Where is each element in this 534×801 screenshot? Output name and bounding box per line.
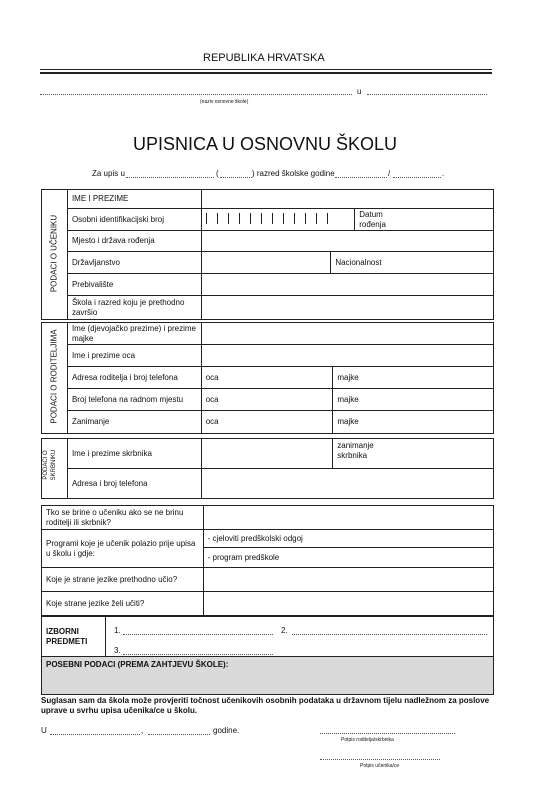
parents-address-label: Adresa roditelja i broj telefona <box>67 367 201 389</box>
guardian-name-label: Ime i prezime skrbnika <box>67 439 201 469</box>
electives-label: IZBORNI PREDMETI <box>42 617 106 657</box>
enroll-grade-open: ( <box>216 169 219 178</box>
elective-2-number: 2. <box>281 626 288 635</box>
lang-want-label: Koje strane jezike želi učiti? <box>42 592 204 616</box>
address-father-field[interactable]: oca <box>201 367 333 389</box>
special-data-label: POSEBNI PODACI (PREMA ZAHTJEVU ŠKOLE): <box>46 660 229 669</box>
occupation-label: Zanimanje <box>67 411 201 434</box>
student-residence-label: Prebivalište <box>67 274 201 296</box>
father-name-label: Ime i prezime oca <box>67 345 201 367</box>
guardian-occupation-cell[interactable] <box>333 439 494 469</box>
enroll-prefix: Za upis u <box>92 169 125 178</box>
guardian-name-field[interactable] <box>201 439 333 469</box>
lang-want-field[interactable] <box>203 592 493 616</box>
footer-place-line[interactable] <box>50 734 140 735</box>
elective-2-line[interactable] <box>292 634 487 635</box>
footer-comma: , <box>141 726 144 735</box>
lang-prev-field[interactable] <box>203 568 493 592</box>
guardian-side-label-2: SKRBNIKU <box>51 449 57 481</box>
student-citizenship-field[interactable] <box>201 252 331 274</box>
student-oib-field[interactable] <box>201 209 355 231</box>
enroll-school-line[interactable] <box>126 177 214 178</box>
school-name-caption: (naziv osnovne škole) <box>200 99 249 105</box>
work-phone-father-field[interactable]: oca <box>201 389 333 411</box>
student-oib-label: Osobni identifikacijski broj <box>67 209 201 231</box>
student-nationality-label: Nacionalnost <box>335 257 382 267</box>
enroll-end: . <box>442 169 445 178</box>
occupation-mother-field[interactable]: majke <box>333 411 494 434</box>
work-phone-mother-field[interactable]: majke <box>333 389 494 411</box>
mother-name-label: Ime (djevojačko prezime) i prezime majke <box>67 323 201 345</box>
programs-label: Programi koje je učenik polazio prije upisa u školu i gdje: <box>42 530 204 568</box>
student-table <box>41 189 494 320</box>
signature-parent-caption: Potpis roditelja/skrbnika <box>341 737 394 743</box>
electives-field[interactable] <box>105 617 493 657</box>
footer-place-prefix: U <box>41 726 47 735</box>
guardian-occupation-label: zanimanje skrbnika <box>337 441 374 460</box>
father-name-field[interactable] <box>201 345 493 367</box>
lang-prev-label: Koje je strane jezike prethodno učio? <box>42 568 204 592</box>
guardian-address-label: Adresa i broj telefona <box>67 469 201 499</box>
school-name-line[interactable] <box>40 94 352 95</box>
program-b-field[interactable]: - program predškole <box>203 548 493 568</box>
caretaker-label: Tko se brine o učeniku ako se ne brinu roditelji ili skrbnik? <box>42 506 204 530</box>
parents-side-label: PODACI O RODITELJIMA <box>49 329 59 424</box>
enroll-year-end-line[interactable] <box>393 177 441 178</box>
footer-year-suffix: godine. <box>213 726 240 735</box>
student-prevschool-label: Škola i razred koju je prethodno završio <box>67 296 201 320</box>
electives-table <box>41 616 494 695</box>
mother-name-field[interactable] <box>201 323 493 345</box>
elective-3-number: 3. <box>114 646 121 655</box>
special-data-cell[interactable] <box>42 657 494 695</box>
country-title: REPUBLIKA HRVATSKA <box>203 52 325 64</box>
header-double-rule-top <box>40 69 492 70</box>
student-name-label: IME I PREZIME <box>67 190 201 209</box>
work-phone-label: Broj telefona na radnom mjestu <box>67 389 201 411</box>
student-name-field[interactable] <box>201 190 493 209</box>
student-prevschool-field[interactable] <box>201 296 493 320</box>
school-place-line[interactable] <box>367 94 487 95</box>
other-table <box>41 505 494 616</box>
address-mother-field[interactable]: majke <box>333 367 494 389</box>
elective-1-number: 1. <box>114 626 121 635</box>
elective-3-line[interactable] <box>123 654 273 655</box>
student-nationality-cell[interactable] <box>331 252 494 274</box>
elective-1-line[interactable] <box>123 634 273 635</box>
student-birthplace-field[interactable] <box>201 231 493 252</box>
student-residence-field[interactable] <box>201 274 493 296</box>
consent-text: Suglasan sam da škola može provjeriti točnost učenikovih osobnih podataka u državnom tijelu nadležnom za poslove uprave u svrhu upisa učenika/ce u školu. <box>41 696 490 715</box>
student-dob-label: Datum rođenja <box>359 210 386 229</box>
student-birthplace-label: Mjesto i država rođenja <box>67 231 201 252</box>
footer-date-line[interactable] <box>148 734 210 735</box>
header-double-rule-bottom <box>40 72 492 74</box>
guardian-address-field[interactable] <box>201 469 493 499</box>
school-in-label: u <box>357 87 362 96</box>
program-a-field[interactable]: - cjeloviti predškolski odgoj <box>203 530 493 548</box>
enroll-year-start-line[interactable] <box>335 177 387 178</box>
parents-table <box>41 322 494 434</box>
enroll-grade-line[interactable] <box>220 177 252 178</box>
student-dob-cell[interactable] <box>355 209 494 231</box>
guardian-table <box>41 438 494 499</box>
signature-student-line[interactable] <box>320 759 440 760</box>
enroll-grade-close: ) razred školske godine <box>252 169 335 178</box>
caretaker-field[interactable] <box>203 506 493 530</box>
student-side-label: PODACI O UČENIKU <box>49 214 59 293</box>
occupation-father-field[interactable]: oca <box>201 411 333 434</box>
signature-parent-line[interactable] <box>320 733 455 734</box>
student-citizenship-label: Državljanstvo <box>67 252 201 274</box>
guardian-side-label-1: PODACI O <box>43 450 49 480</box>
signature-student-caption: Potpis učenika/ce <box>360 763 400 769</box>
enroll-slash: / <box>388 169 391 178</box>
form-title: UPISNICA U OSNOVNU ŠKOLU <box>133 134 398 154</box>
oib-digit-boxes[interactable] <box>206 213 351 227</box>
